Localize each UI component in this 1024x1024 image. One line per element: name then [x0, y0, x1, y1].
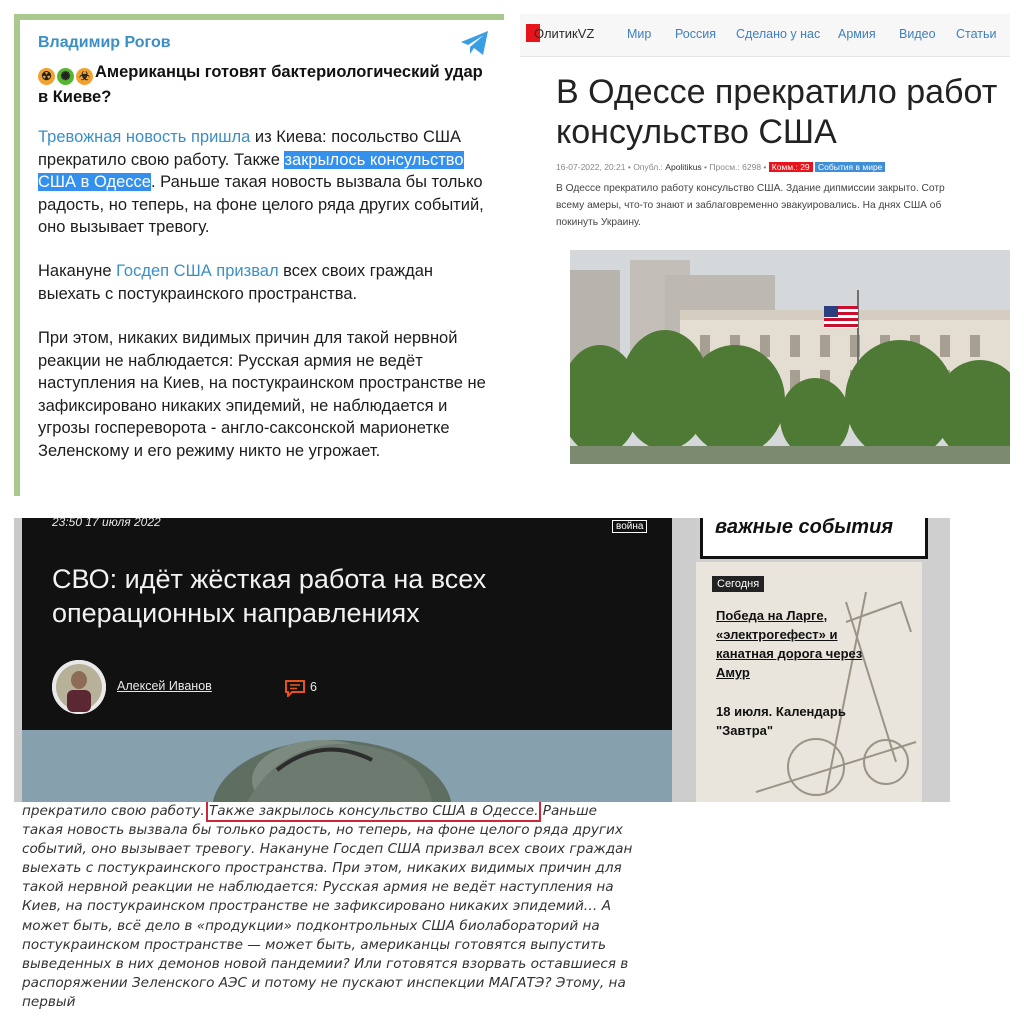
event-link[interactable]: Победа на Ларге, «электрогефест» и канатная дорога через Амур — [716, 608, 863, 680]
news-link[interactable]: Тревожная новость пришла — [38, 128, 251, 146]
meta-date: 16-07-2022, 20:21 — [556, 162, 626, 172]
sidebar — [696, 518, 950, 802]
lead-line: В Одессе прекратило работу консульство США. Здание дипмиссии закрыто. Сотр — [556, 183, 945, 194]
article-card — [22, 518, 672, 730]
event-text[interactable]: 18 июля. Календарь "Завтра" — [716, 704, 846, 738]
nav-item-video[interactable]: Видео — [899, 27, 936, 41]
boxed-quote: Также закрылось консульство США в Одессе. — [208, 803, 539, 819]
article-excerpt — [22, 802, 642, 1024]
post-paragraph — [38, 260, 494, 305]
lead-line: всему амеры, что-то знают и заблаговременно эвакуировались. На днях США об — [556, 200, 942, 211]
excerpt-text: Раньше такая новость вызвала бы только радость, но теперь, на фоне целого ряда других событий, оно вызывает тревогу. Накануне Госдеп США призвал всех своих граждан выехать с постукраинского пространства. При этом, никаких видимых причин для такой нервной реакции не наблюдается: Русская армия не ведёт наступления на Киев, на постукраинском пространстве не зафиксировано никаких эпидемий… А может быть, всё дело в «продукции» подконтрольных США биолабораторий на постукраинском пространстве — может быть, американцы готовятся выпустить выведенных в них демонов новой пандемии? Или готовятся взорвать оставшиеся в распоряжении Зеленского АЭС и потому не пускают инспекции МАГАТЭ? Этому, на первый — [22, 803, 633, 1010]
nav-item-army[interactable]: Армия — [838, 27, 876, 41]
lead-line: покинуть Украину. — [556, 217, 641, 228]
post-title-text: Американцы готовят бактериологический удар в Киеве? — [38, 63, 483, 106]
politikus-article — [520, 14, 1010, 496]
comments-badge[interactable]: Комм.: 29 — [769, 162, 813, 172]
paragraph-text: из Киева: посольство США прекратило свою работу. Также — [38, 128, 461, 169]
post-paragraph — [38, 126, 494, 239]
highlighted-text: закрылось консульство США в Одессе — [38, 150, 464, 192]
author-link[interactable]: Алексей Иванов — [117, 679, 212, 693]
nav-item-made-here[interactable]: Сделано у нас — [736, 27, 821, 41]
post-paragraph: При этом, никаких видимых причин для такой нервной реакции не наблюдается: Русская армия не ведёт наступления на Киев, на постукраинском пространстве не зафиксировано никаких эпидемий, не наблюдается и угрозы госпереворота - англо-саксонской марионетке Зеленскому и его режиму никто не угрожает. — [38, 329, 486, 460]
meta-author[interactable]: Apolitikus — [665, 162, 702, 172]
article-meta: 16-07-2022, 20:21 • Опубл.: Apolitikus • Просм.: 6298 • Комм.: 29 События в мире — [556, 162, 885, 172]
frame-border — [14, 14, 20, 496]
today-label: Сегодня — [712, 576, 764, 592]
comment-icon[interactable] — [284, 679, 306, 697]
article-headline[interactable]: СВО: идёт жёсткая работа на всех операционных направлениях — [52, 564, 487, 628]
sketch-illustration — [696, 562, 922, 802]
category-badge[interactable]: События в мире — [815, 162, 885, 172]
paragraph-text: всех своих граждан выехать с постукраинского пространства. — [38, 262, 434, 303]
article-date: 23:50 17 июля 2022 — [52, 518, 161, 529]
excerpt-text: прекратило свою работу. — [22, 803, 209, 819]
nav-item-world[interactable]: Мир — [627, 27, 652, 41]
paragraph-text: Накануне — [38, 262, 117, 280]
sidebar-title-box — [700, 518, 928, 559]
channel-author[interactable]: Владимир Рогов — [38, 34, 171, 51]
hero-image — [22, 730, 672, 802]
category-tag[interactable]: война — [612, 520, 647, 533]
excerpt-paragraph — [22, 802, 642, 1012]
article-lead — [556, 180, 1010, 231]
biohazard-icon: ☣ — [76, 68, 93, 85]
comments-count: 6 — [310, 680, 317, 694]
frame-border — [14, 14, 504, 20]
nav-item-articles[interactable]: Статьи — [956, 27, 997, 41]
article-headline — [556, 72, 1010, 152]
telegram-icon[interactable] — [460, 30, 490, 56]
events-box — [696, 562, 922, 802]
gosdep-link[interactable]: Госдеп США призвал — [116, 262, 279, 280]
sidebar-title: важные события — [715, 518, 894, 538]
headline-line: консульство США — [556, 113, 837, 151]
virus-icon: ✺ — [57, 68, 74, 85]
headline-line: В Одессе прекратило работ — [556, 73, 998, 111]
site-nav — [520, 14, 1010, 57]
meta-label: Опубл.: — [633, 162, 663, 172]
paragraph-text: . Раньше такая новость вызвала бы только радость, но теперь, на фоне целого ряда других событий, оно вызывает тревогу. — [38, 173, 484, 237]
avatar[interactable] — [52, 660, 106, 714]
nav-item-russia[interactable]: Россия — [675, 27, 716, 41]
consulate-photo — [570, 250, 1010, 464]
zavtra-article — [14, 518, 950, 802]
site-logo[interactable]: ОлитикVZ — [534, 26, 595, 41]
page-edge — [14, 518, 22, 802]
post-title — [38, 60, 488, 109]
telegram-post — [14, 14, 504, 496]
meta-views: Просм.: 6298 — [709, 162, 762, 172]
flag-icon — [824, 306, 858, 328]
biohazard-icon: ☢ — [38, 68, 55, 85]
column-gap — [672, 518, 696, 802]
